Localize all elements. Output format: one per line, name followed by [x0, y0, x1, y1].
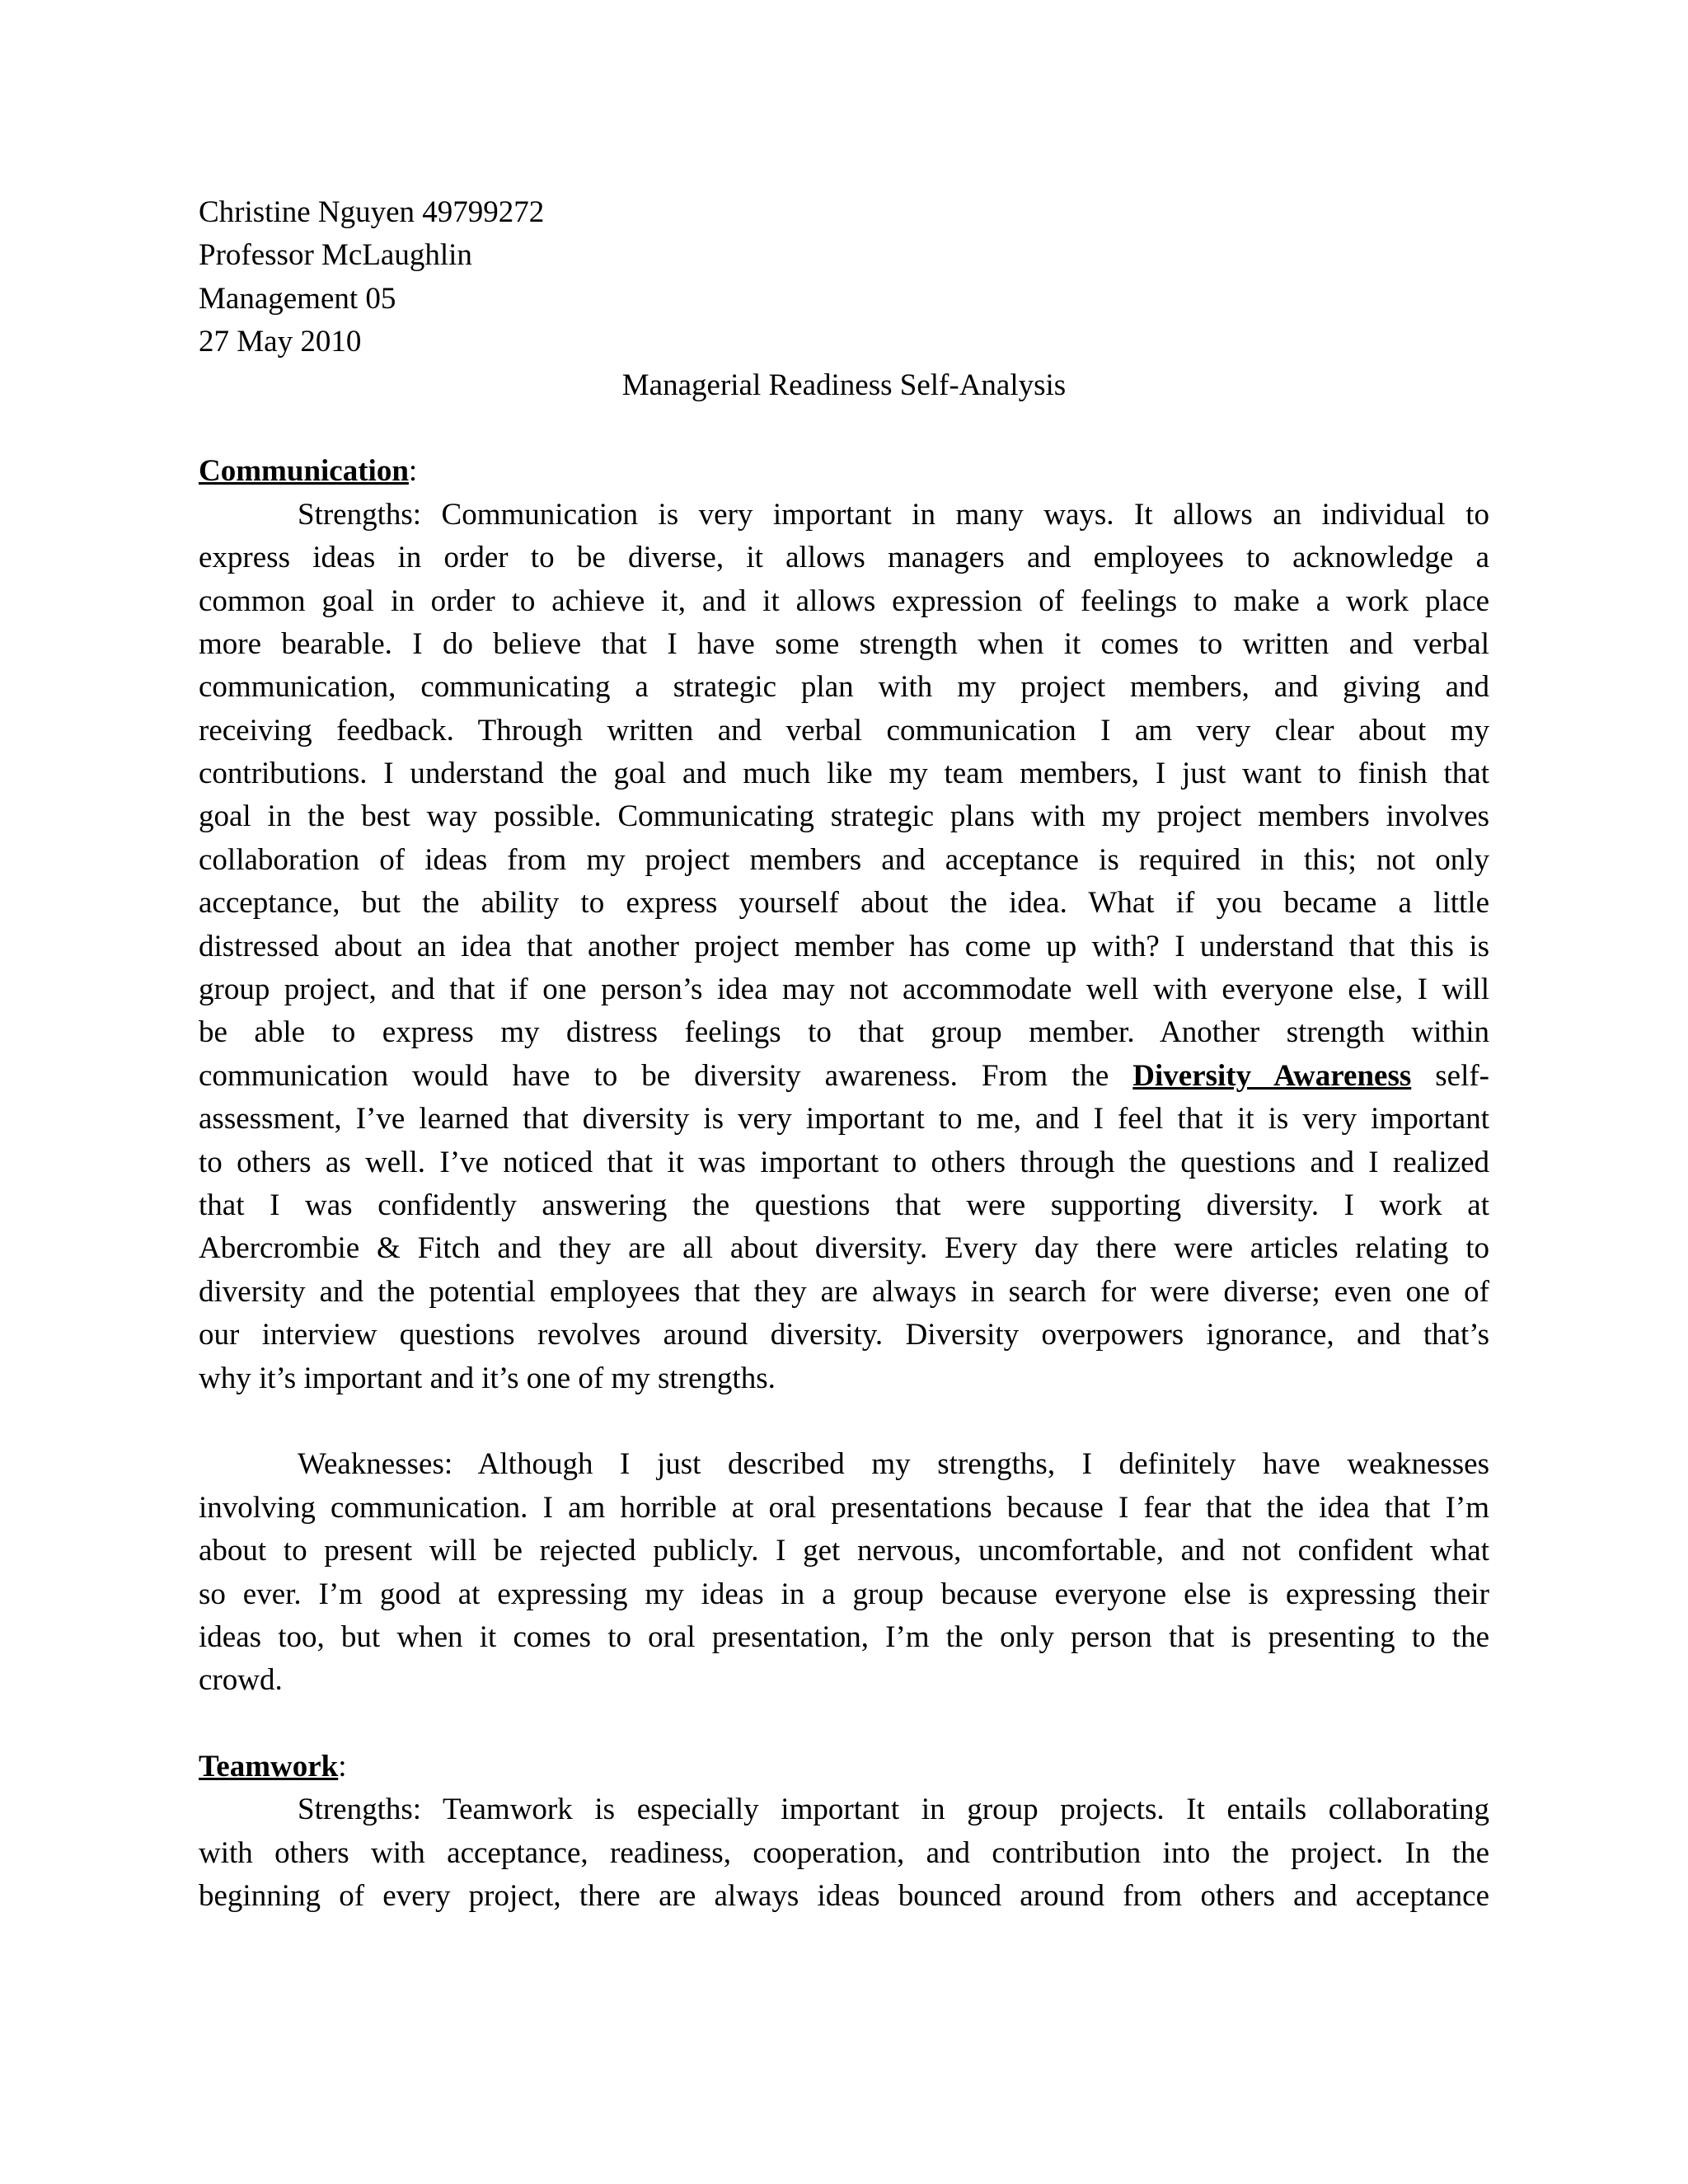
text-line: to others as well. I’ve noticed that it was important to others through the questions and I realized: [199, 1145, 1489, 1179]
blank-line: [199, 1703, 1489, 1746]
communication-heading: Communication: [199, 454, 409, 489]
professor-line: Professor McLaughlin: [199, 238, 472, 273]
text-line: Strengths: Communication is very important in many ways. It allows an individual to: [298, 497, 1489, 532]
author-line: Christine Nguyen 49799272: [199, 195, 545, 229]
teamwork-heading: Teamwork: [199, 1750, 339, 1784]
text-line: Strengths: Teamwork is especially important in group projects. It entails collaborating: [298, 1793, 1489, 1827]
text-line: common goal in order to achieve it, and it allows expression of feelings to make a work place: [199, 583, 1489, 618]
text-line: Abercrombie & Fitch and they are all about diversity. Every day there were articles relating to: [199, 1231, 1489, 1266]
text-line: with others with acceptance, readiness, cooperation, and contribution into the project. In the: [199, 1835, 1489, 1870]
blank-line: [199, 407, 1489, 450]
text-line: collaboration of ideas from my project members and acceptance is required in this; not only: [199, 842, 1489, 877]
text-fragment: self-: [1411, 1058, 1489, 1093]
text-line: communication, communicating a strategic plan with my project members, and giving and: [199, 670, 1489, 705]
text-line: more bearable. I do believe that I have some strength when it comes to written and verbal: [199, 626, 1489, 661]
document-title: Managerial Readiness Self-Analysis: [621, 368, 1067, 402]
heading-colon: :: [338, 1750, 347, 1784]
text-fragment: communication would have to be diversity awareness. From the: [199, 1058, 1133, 1093]
date-line: 27 May 2010: [199, 325, 362, 359]
teamwork-heading-line: [199, 1746, 1489, 1788]
diversity-awareness-line: [199, 1055, 1489, 1098]
text-line: Weaknesses: Although I just described my strengths, I definitely have weaknesses: [298, 1447, 1489, 1482]
text-line: goal in the best way possible. Communicating strategic plans with my project members involves: [199, 799, 1489, 834]
text-line: acceptance, but the ability to express yourself about the idea. What if you became a little: [199, 886, 1489, 921]
text-line: crowd.: [199, 1663, 283, 1698]
text-line: ideas too, but when it comes to oral presentation, I’m the only person that is presenting to the: [199, 1619, 1489, 1654]
text-line: about to present will be rejected publicly. I get nervous, uncomfortable, and not confident what: [199, 1534, 1489, 1568]
text-line: distressed about an idea that another project member has come up with? I understand that this is: [199, 929, 1489, 963]
text-line: group project, and that if one person’s idea may not accommodate well with everyone else, I will: [199, 972, 1489, 1007]
text-line: receiving feedback. Through written and verbal communication I am very clear about my: [199, 713, 1489, 748]
text-line: express ideas in order to be diverse, it allows managers and employees to acknowledge a: [199, 541, 1489, 575]
text-line: why it’s important and it’s one of my strengths.: [199, 1361, 776, 1395]
communication-heading-line: [199, 450, 1489, 493]
text-line: contributions. I understand the goal and much like my team members, I just want to finish that: [199, 757, 1489, 791]
text-line: involving communication. I am horrible at oral presentations because I fear that the idea that I’m: [199, 1490, 1489, 1525]
course-line: Management 05: [199, 281, 396, 316]
text-line: our interview questions revolves around diversity. Diversity overpowers ignorance, and that’s: [199, 1318, 1489, 1352]
document-body: [199, 191, 1489, 1919]
text-line: diversity and the potential employees that they are always in search for were diverse; even one of: [199, 1274, 1489, 1309]
diversity-awareness-term: Diversity Awareness: [1132, 1058, 1412, 1093]
heading-colon: :: [408, 454, 418, 489]
text-line: be able to express my distress feelings to that group member. Another strength within: [199, 1015, 1489, 1050]
text-line: that I was confidently answering the questions that were supporting diversity. I work at: [199, 1188, 1489, 1222]
text-line: beginning of every project, there are always ideas bounced around from others and acceptance: [199, 1879, 1489, 1914]
text-line: so ever. I’m good at expressing my ideas in a group because everyone else is expressing their: [199, 1577, 1489, 1611]
text-line: assessment, I’ve learned that diversity is very important to me, and I feel that it is very important: [199, 1102, 1489, 1137]
blank-line: [199, 1400, 1489, 1443]
